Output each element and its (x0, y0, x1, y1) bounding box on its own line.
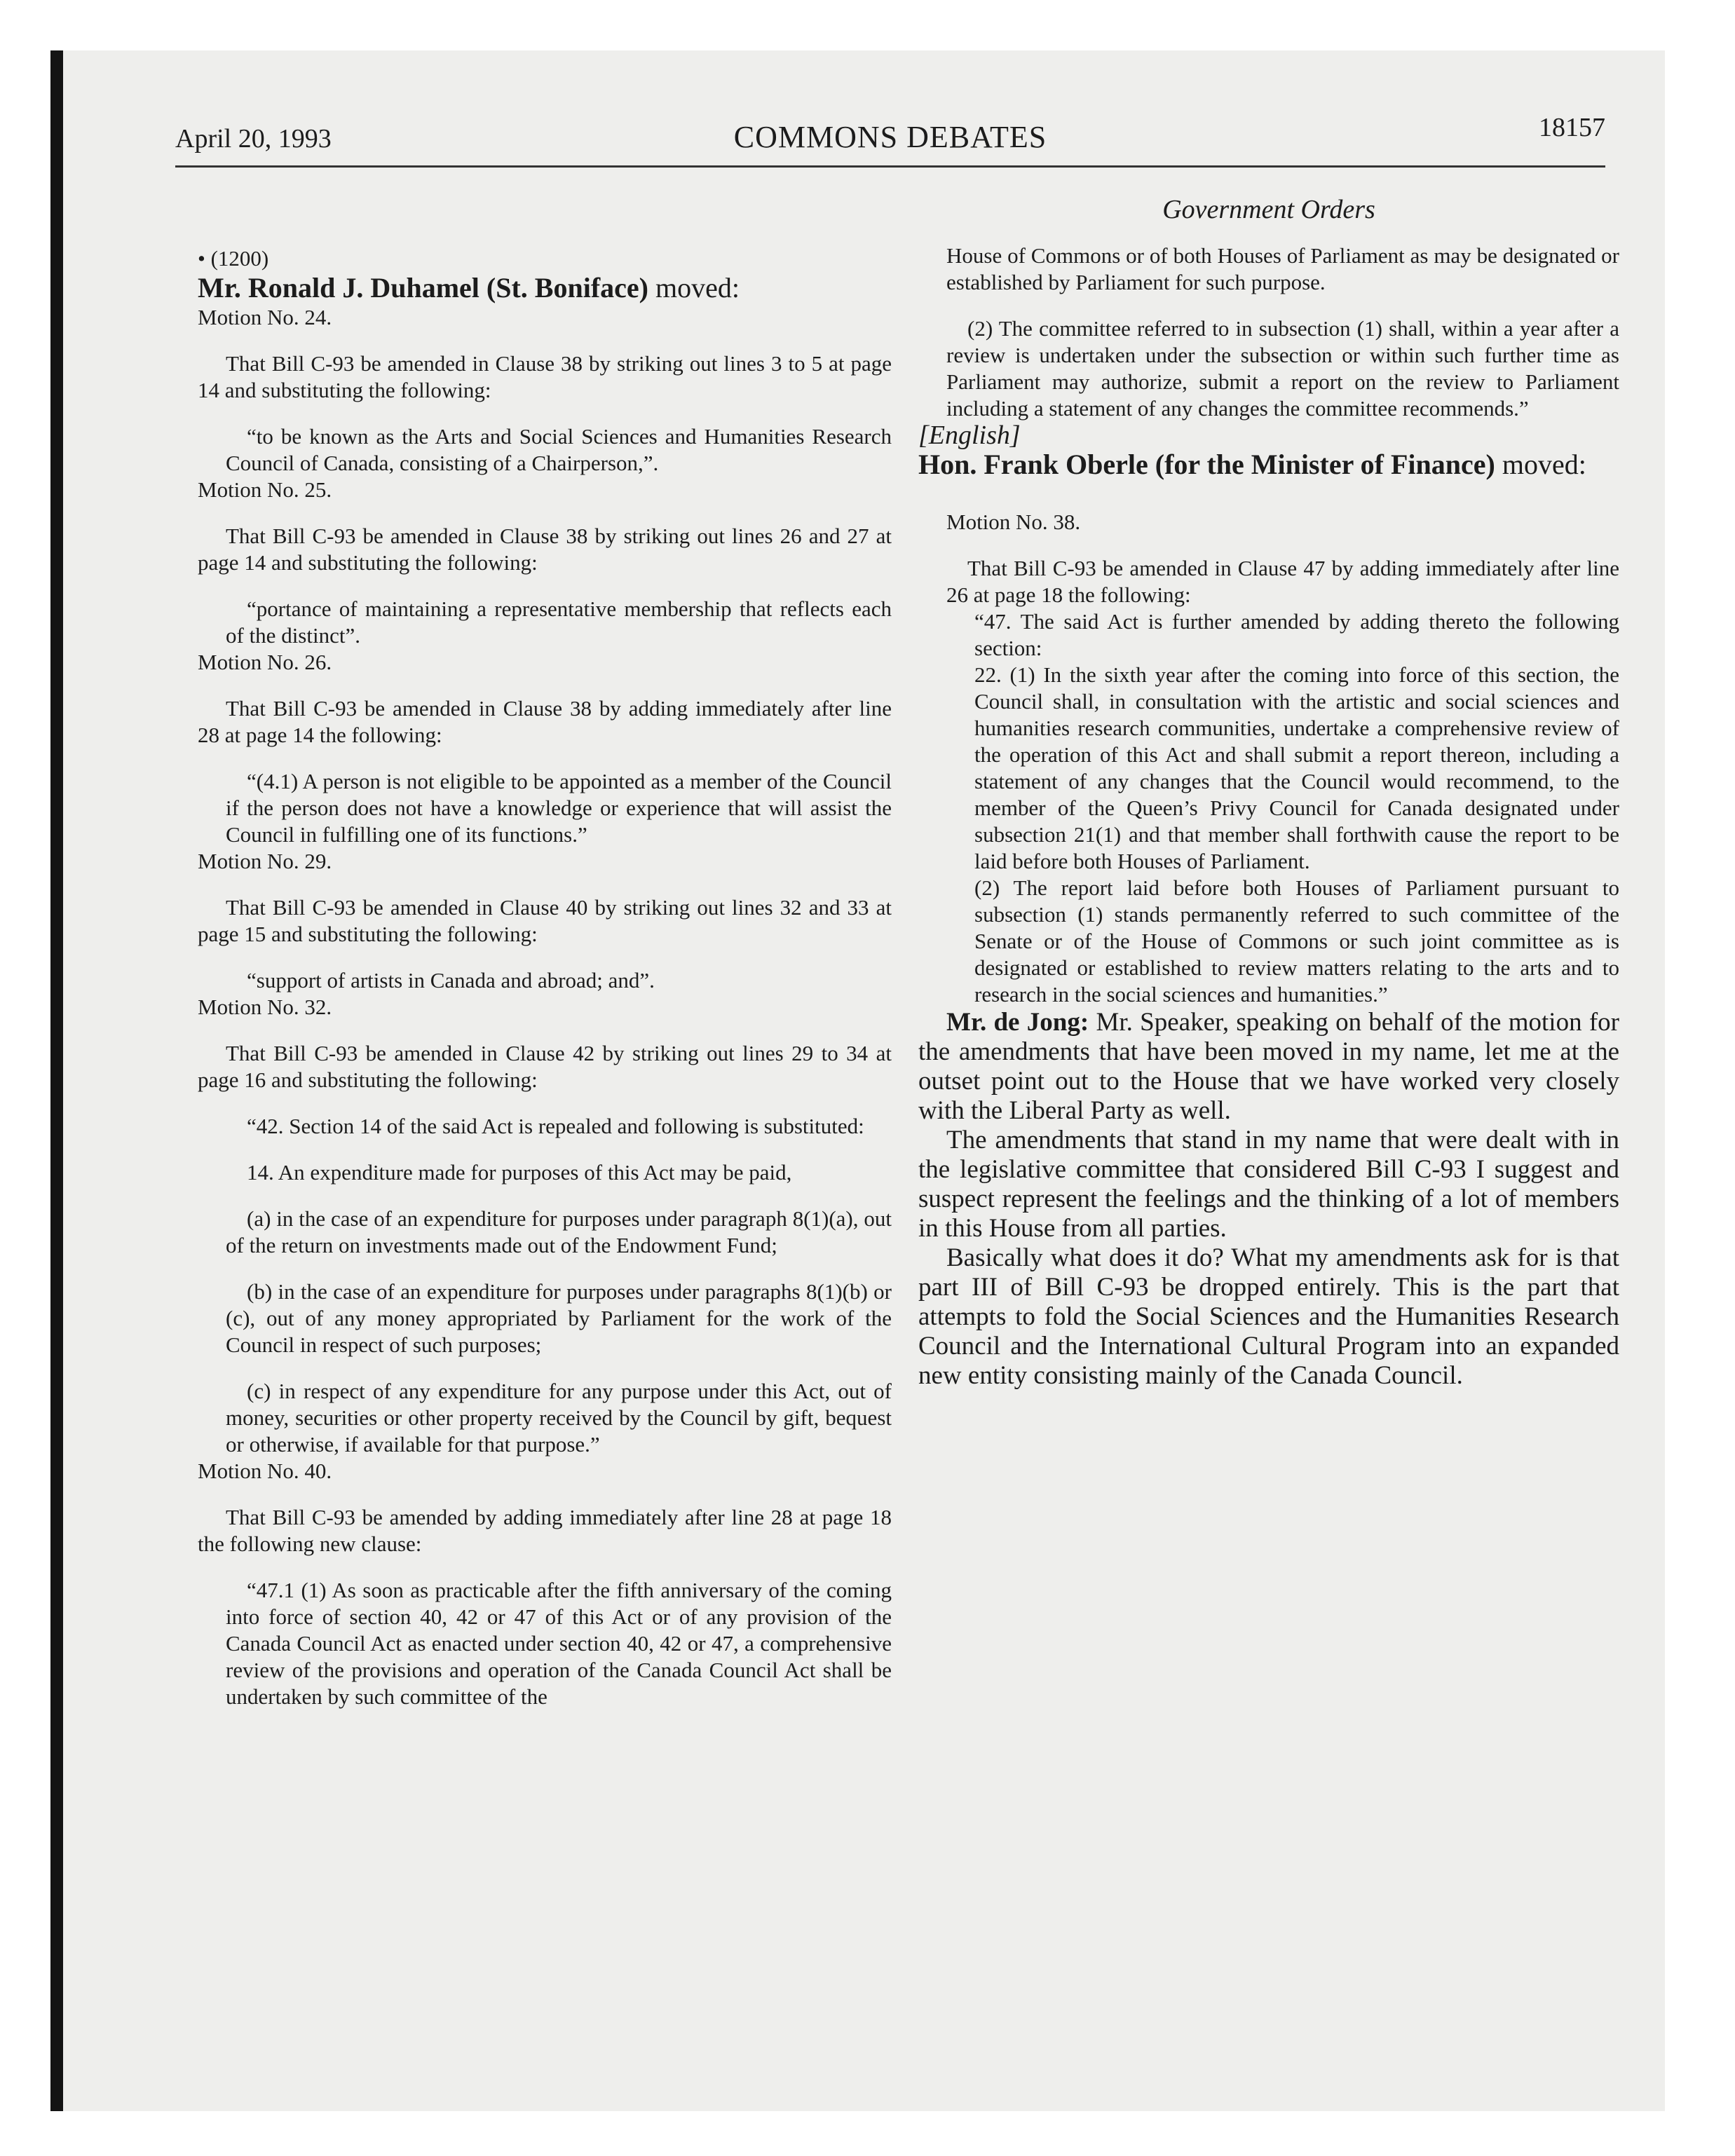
speech-text: Mr. Speaker, speaking on behalf of the motion for the amendments that have been moved in my name, let me at the outset point out to the House that we have worked very closely with the Liberal Party as well. (918, 1008, 1619, 1125)
speaker-duhamel (198, 272, 892, 304)
paragraph-b: (b) in the case of an expenditure for purposes under paragraphs 8(1)(b) or (c), out of any money appropriated by Parliament for the work of the Council in respect of such purposes; (226, 1279, 892, 1357)
speaker-verb: moved: (655, 272, 740, 303)
speaker-name: Hon. Frank Oberle (for the Minister of Finance) (918, 449, 1495, 480)
section-14-text: 14. An expenditure made for purposes of this Act may be paid, (247, 1160, 792, 1185)
motion-38-label: Motion No. 38. (946, 510, 1081, 534)
motion-40-label: Motion No. 40. (198, 1459, 332, 1483)
motion-29-text: That Bill C-93 be amended in Clause 40 by striking out lines 32 and 33 at page 15 and substituting the following: (198, 895, 892, 946)
timestamp: • (1200) (198, 246, 269, 271)
motion-26-text: That Bill C-93 be amended in Clause 38 by adding immediately after line 28 at page 14 the following: (198, 696, 892, 747)
speaker-oberle (918, 449, 1619, 481)
section-22-1: 22. (1) In the sixth year after the coming into force of this section, the Council shall, in consultation with the artistic and social sciences and humanities research communities, undertake a comprehensive review of the operation of this Act and shall submit a report thereon, including a statement of any changes that the Council would recommend, to the member of the Queen’s Privy Council for Canada designated under subsection 21(1) and that member shall forthwith cause the report to be laid before both Houses of Parliament. (974, 662, 1619, 873)
motion-24-text: That Bill C-93 be amended in Clause 38 by striking out lines 3 to 5 at page 14 and substituting the following: (198, 351, 892, 402)
motion-24-quote: “to be known as the Arts and Social Sciences and Humanities Research Council of Canada, consisting of a Chairperson,”. (226, 424, 892, 475)
motion-25-quote: “portance of maintaining a representative membership that reflects each of the distinct”. (226, 596, 892, 648)
continued-clause: House of Commons or of both Houses of Parliament as may be designated or established by Parliament for such purpose. (946, 243, 1619, 294)
motion-29-label: Motion No. 29. (198, 849, 332, 873)
section-title: Government Orders (1162, 195, 1375, 224)
subsection-2: (2) The committee referred to in subsection (1) shall, within a year after a review is undertaken under the subsection or within such further time as Parliament may authorize, submit a report on the review to Parliament including a statement of any changes the committee recommends.” (946, 316, 1619, 421)
language-marker: [English] (918, 421, 1021, 450)
motion-32-text: That Bill C-93 be amended in Clause 42 by striking out lines 29 to 34 at page 16 and substituting the following: (198, 1041, 892, 1092)
motion-26-label: Motion No. 26. (198, 650, 332, 674)
motion-24-label: Motion No. 24. (198, 305, 332, 329)
speech-paragraph-3: Basically what does it do? What my amendments ask for is that part III of Bill C-93 be dropped entirely. This is the part that attempts to fold the Social Sciences and the Humanities Research Council and the International Cultural Program into an expanded new entity consisting mainly of the Canada Council. (918, 1243, 1619, 1390)
page-header (175, 112, 1605, 168)
paragraph-c: (c) in respect of any expenditure for any purpose under this Act, out of money, securities or other property received by the Council by gift, bequest or otherwise, if available for that purpose.” (226, 1379, 892, 1456)
motion-40-text: That Bill C-93 be amended by adding immediately after line 28 at page 18 the following new clause: (198, 1505, 892, 1556)
speaker-dejong: Mr. de Jong: (946, 1008, 1089, 1037)
left-column (198, 245, 892, 1710)
motion-38-quote: “47. The said Act is further amended by adding thereto the following section: (974, 609, 1619, 660)
right-column (918, 196, 1619, 1391)
speech-paragraph-2: The amendments that stand in my name that were dealt with in the legislative committee that considered Bill C-93 I suggest and suspect represent the feelings and the thinking of a lot of members in this House from all parties. (918, 1126, 1619, 1243)
motion-25-text: That Bill C-93 be amended in Clause 38 by striking out lines 26 and 27 at page 14 and substituting the following: (198, 524, 892, 575)
page-number: 18157 (1539, 113, 1605, 142)
motion-32-quote: “42. Section 14 of the said Act is repealed and following is substituted: (247, 1114, 864, 1138)
scan-edge (50, 50, 63, 2111)
speaker-verb: moved: (1502, 449, 1586, 480)
header-date: April 20, 1993 (175, 124, 332, 153)
motion-32-label: Motion No. 32. (198, 995, 332, 1019)
section-22-2: (2) The report laid before both Houses of Parliament pursuant to subsection (1) stands permanently referred to such committee of the Senate or of the House of Commons or such joint committee as is designated or established to review matters relating to the arts and to research in the social sciences and humanities.” (974, 875, 1619, 1007)
motion-26-quote: “(4.1) A person is not eligible to be appointed as a member of the Council if the person does not have a knowledge or experience that will assist the Council in fulfilling one of its functions.” (226, 769, 892, 847)
header-rule (175, 165, 1605, 168)
speaker-name: Mr. Ronald J. Duhamel (St. Boniface) (198, 272, 648, 303)
motion-40-quote: “47.1 (1) As soon as practicable after the fifth anniversary of the coming into force of section 40, 42 or 47 of this Act or of any provision of the Canada Council Act as enacted under section 40, 42 or 47, a comprehensive review of the provisions and operation of the Canada Council Act shall be undertaken by such committee of the (226, 1578, 892, 1709)
header-title: COMMONS DEBATES (733, 120, 1047, 154)
motion-29-quote: “support of artists in Canada and abroad; and”. (247, 968, 655, 992)
paragraph-a: (a) in the case of an expenditure for purposes under paragraph 8(1)(a), out of the return on investments made out of the Endowment Fund; (226, 1206, 892, 1257)
motion-25-label: Motion No. 25. (198, 477, 332, 502)
speech-paragraph-1 (918, 1008, 1619, 1126)
motion-38-text: That Bill C-93 be amended in Clause 47 by adding immediately after line 26 at page 18 the following: (946, 556, 1619, 607)
